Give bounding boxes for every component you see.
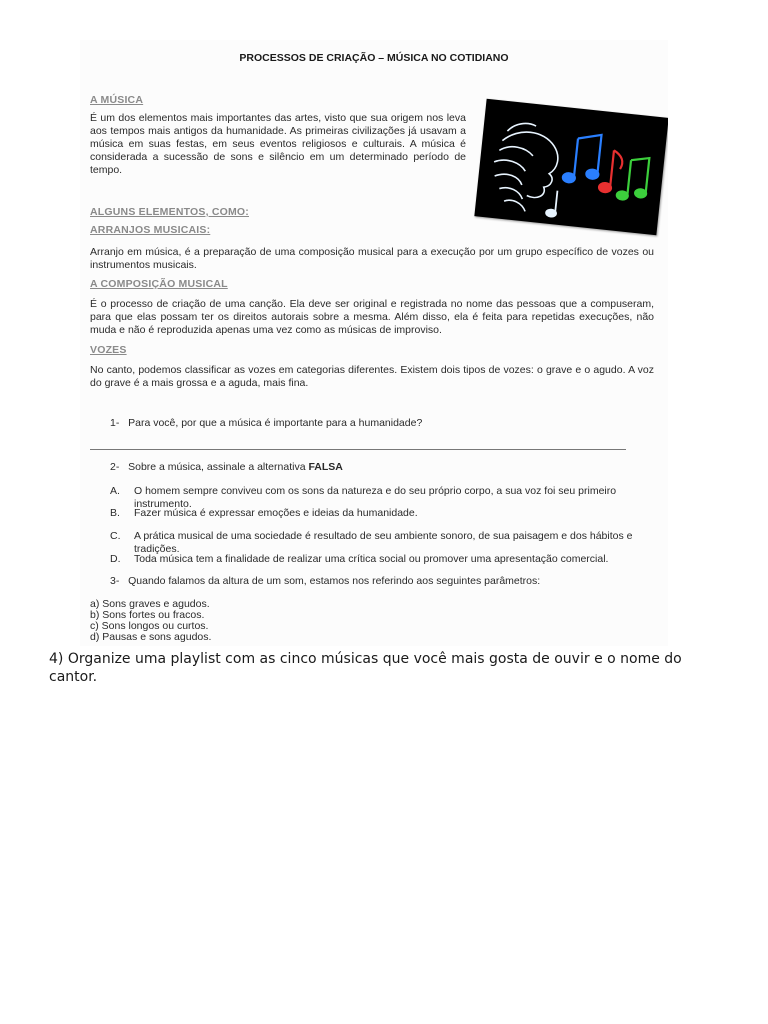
section-heading-musica: A MÚSICA [90, 94, 144, 106]
section-text-arranjos: Arranjo em música, é a preparação de uma composição musical para a execução por um grupo específico de vozes ou instrumentos musicais. [90, 246, 654, 271]
question-3 [110, 575, 540, 588]
section-heading-vozes: VOZES [90, 344, 127, 356]
option-letter: C. [110, 530, 121, 542]
option-letter: D. [110, 553, 121, 565]
question-4-text: 4) Organize uma playlist com as cinco músicas que você mais gosta de ouvir e o nome do cantor. [49, 651, 682, 685]
option-text: A prática musical de uma sociedade é resultado de seu ambiente sonoro, de sua paisagem e dos hábitos e tradições. [134, 530, 633, 555]
option-text: O homem sempre conviveu com os sons da natureza e do seu próprio corpo, a sua voz foi seu primeiro instrumento. [134, 485, 617, 510]
q3-option-c: c) Sons longos ou curtos. [90, 620, 209, 632]
section-heading-elementos: ALGUNS ELEMENTOS, COMO: [90, 206, 249, 218]
option-text: Toda música tem a finalidade de realizar uma crítica social ou promover uma apresentação comercial. [134, 553, 609, 565]
worksheet-scan [80, 40, 668, 646]
question-3-text: Quando falamos da altura de um som, estamos nos referindo aos seguintes parâmetros: [128, 575, 541, 587]
option-letter: A. [110, 485, 120, 497]
question-3-number: 3- [110, 575, 120, 587]
question-1-number: 1- [110, 417, 120, 429]
worksheet-title: PROCESSOS DE CRIAÇÃO – MÚSICA NO COTIDIANO [239, 52, 509, 64]
music-notes-face-icon [474, 99, 668, 235]
question-2-text: Sobre a música, assinale a alternativa [128, 461, 309, 473]
option-d [110, 553, 660, 566]
section-heading-composicao: A COMPOSIÇÃO MUSICAL [90, 278, 228, 290]
section-text-musica: É um dos elementos mais importantes das artes, visto que sua origem nos leva aos tempos mais antigos da humanidade. As primeiras civilizações já usavam a música em suas festas, em seus eventos religiosos e culturais. A música é considerada a sucessão de sons e silêncio em um determinado período de tempo. [90, 112, 466, 176]
option-b [110, 507, 660, 520]
section-heading-arranjos: ARRANJOS MUSICAIS: [90, 224, 211, 236]
question-1-text: Para você, por que a música é importante para a humanidade? [128, 417, 423, 429]
section-text-vozes: No canto, podemos classificar as vozes em categorias diferentes. Existem dois tipos de vozes: o grave e o agudo. A voz do grave é a mais grossa e a aguda, mais fina. [90, 364, 654, 389]
question-2-emphasis: FALSA [308, 461, 343, 473]
q3-option-a: a) Sons graves e agudos. [90, 598, 210, 610]
question-2 [110, 461, 343, 474]
question-2-number: 2- [110, 461, 120, 473]
q3-option-d: d) Pausas e sons agudos. [90, 631, 212, 643]
section-text-composicao: É o processo de criação de uma canção. Ela deve ser original e registrada no nome das pessoas que a compuseram, para que elas possam ter os direitos autorais sobre a mesma. Além disso, ela é feita para repetidas execuções, não muda e não é reproduzida apenas uma vez como as músicas de improviso. [90, 298, 654, 336]
answer-line [90, 449, 626, 450]
q3-option-b: b) Sons fortes ou fracos. [90, 609, 205, 621]
option-letter: B. [110, 507, 120, 519]
option-text: Fazer música é expressar emoções e ideias da humanidade. [134, 507, 418, 519]
question-1 [110, 417, 422, 430]
